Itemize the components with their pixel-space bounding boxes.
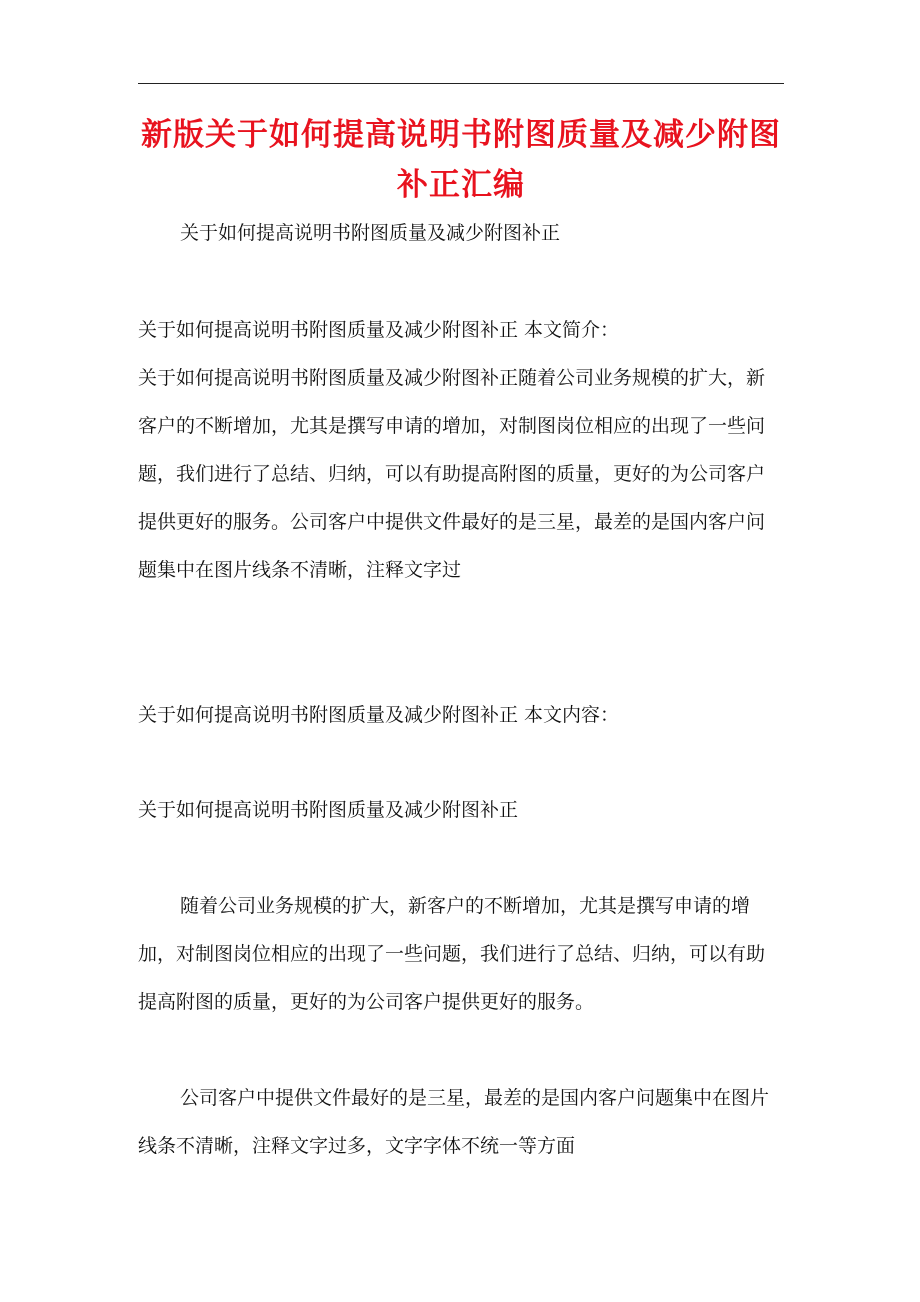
intro-text: 关于如何提高说明书附图质量及减少附图补正随着公司业务规模的扩大，新客户的不断增加，尤其是撰写申请的增加，对制图岗位相应的出现了一些问题，我们进行了总结、归纳，可以有助提高附图的质量，更好的为公司客户提供更好的服务。公司客户中提供文件最好的是三星，最差的是国内客户问题集中在图片线条不清晰，注释文字过 [138, 367, 766, 581]
body-paragraph-1: 随着公司业务规模的扩大，新客户的不断增加，尤其是撰写申请的增加，对制图岗位相应的出现了一些问题，我们进行了总结、归纳，可以有助提高附图的质量，更好的为公司客户提供更好的服务。 [138, 895, 766, 1013]
content-heading: 关于如何提高说明书附图质量及减少附图补正 本文内容： [138, 704, 620, 726]
content-title: 关于如何提高说明书附图质量及减少附图补正 [138, 799, 519, 821]
document-subtitle: 关于如何提高说明书附图质量及减少附图补正 [180, 222, 561, 244]
body-paragraph-2: 公司客户中提供文件最好的是三星，最差的是国内客户问题集中在图片线条不清晰，注释文字过多，文字字体不统一等方面 [138, 1087, 770, 1157]
header-rule [138, 83, 784, 84]
intro-heading: 关于如何提高说明书附图质量及减少附图补正 本文简介： [138, 319, 620, 341]
document-title: 新版关于如何提高说明书附图质量及减少附图补正汇编 [141, 117, 781, 203]
